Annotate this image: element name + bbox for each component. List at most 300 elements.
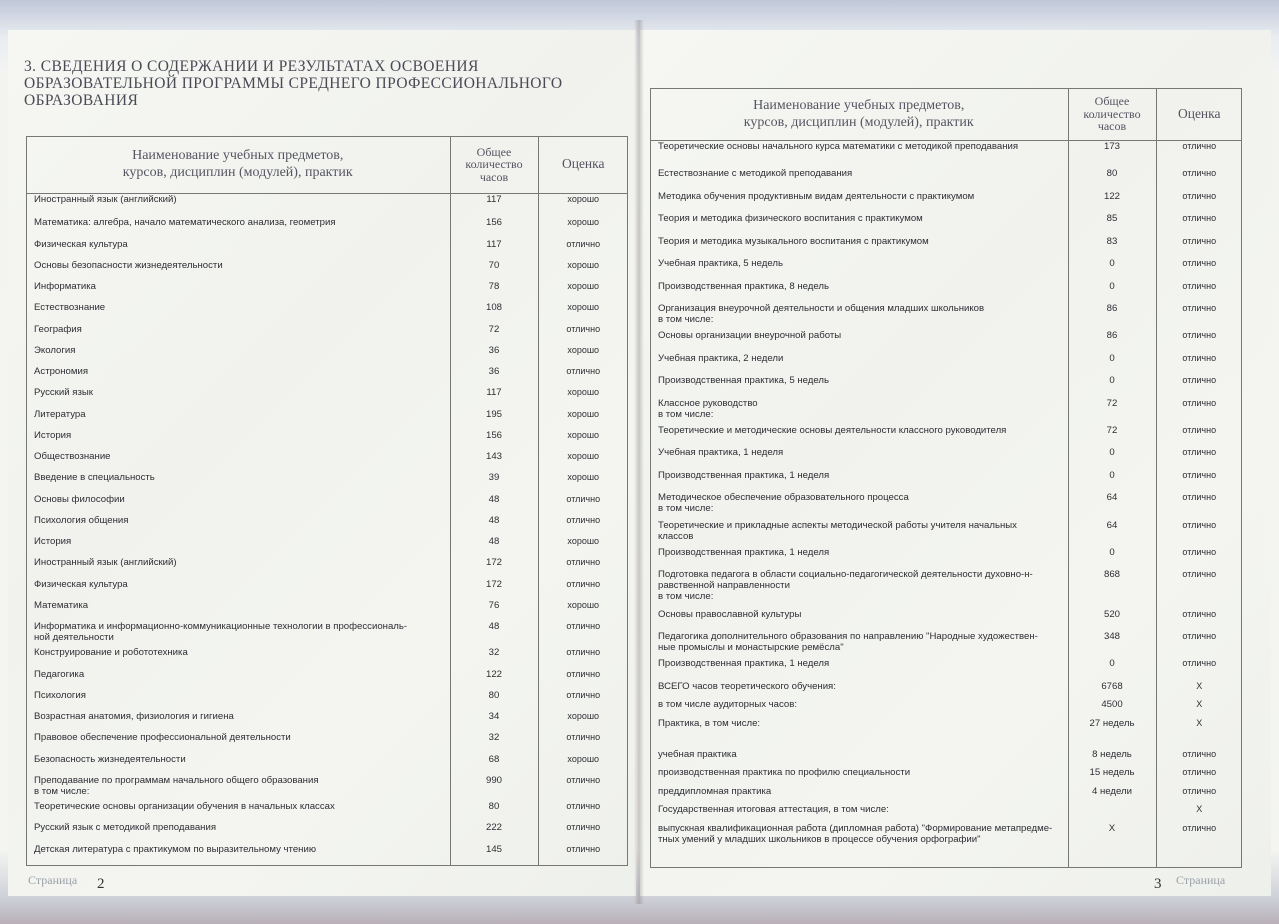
table-row [650,492,1242,519]
subject-name [650,699,1068,718]
hours-value: 173 [1068,140,1156,168]
hours-value: 36 [450,366,538,387]
subject-name-line: Физическая культура [34,238,128,250]
subject-name-line: Учебная практика, 1 неделя [658,447,784,459]
header-name: Наименование учебных предметов, курсов, дисциплин (модулей), практик [650,88,1068,140]
grade-value: отлично [566,578,601,589]
table-row [26,647,628,668]
grade-value: отлично [1182,280,1217,291]
subject-name [26,451,450,472]
subject-name [650,398,1068,425]
grade-value: отлично [1182,608,1217,619]
subject-name [26,557,450,578]
subject-name-line: Теория и методика музыкального воспитания с практикумом [658,235,929,247]
subject-name-line: Возрастная анатомия, физиология и гигиена [34,711,234,723]
grade-value: хорошо [567,753,600,764]
hours-value: 68 [450,754,538,775]
hours-value [1068,804,1156,823]
grade-value: хорошо [567,429,600,440]
subject-name [650,236,1068,258]
subject-name [26,801,450,822]
subject-name-line: преддипломная практика [658,785,772,797]
hours-value: 86 [1068,330,1156,352]
subject-name [650,258,1068,280]
subject-name-line: Введение в специальность [34,472,155,484]
subject-name [26,711,450,732]
table-row [650,470,1242,492]
hours-value: 36 [450,345,538,366]
subject-name [650,447,1068,469]
section-title: 3. СВЕДЕНИЯ О СОДЕРЖАНИИ И РЕЗУЛЬТАТАХ ОСВОЕНИЯ ОБРАЗОВАТЕЛЬНОЙ ПРОГРАММЫ СРЕДНЕГО ПРОФЕССИОНАЛЬНОГО ОБРАЗОВАНИЯ [24,58,563,109]
table-row [26,345,628,366]
table-row [26,600,628,621]
subject-name-line: выпускная квалификационная работа (дипломная работа) "Формирование метапредме- [658,823,1053,835]
table-row [650,718,1242,749]
subject-name-line: Производственная практика, 5 недель [658,375,829,387]
grade-value: отлично [1182,213,1217,224]
subject-name [26,600,450,621]
subject-name [26,430,450,451]
grade-value: хорошо [567,193,600,204]
subject-name-line: Информатика и информационно-коммуникационные технологии в профессиональ- [34,621,408,633]
subject-name-line: География [34,323,82,335]
hours-value: 0 [1068,281,1156,303]
subject-name-line: равственной направленности [658,580,790,592]
subject-name-line: Теоретические основы организации обучения в начальных классах [34,801,335,813]
table-row [26,260,628,281]
table-row [650,281,1242,303]
table-row [26,621,628,647]
table-row [26,801,628,822]
subject-name-line: Теоретические и прикладные аспекты методической работы учителя начальных [658,519,1017,531]
subject-name-line: Физическая культура [34,578,128,590]
header-grade: Оценка [1156,88,1242,140]
subject-name-line: в том числе: [658,591,714,603]
grade-value: хорошо [567,451,600,462]
hours-value: 64 [1068,520,1156,547]
table-row [26,366,628,387]
subject-name-line: Иностранный язык (английский) [34,557,177,569]
subject-name-line: Иностранный язык (английский) [34,193,177,205]
subject-name-line: Основы безопасности жизнедеятельности [34,259,223,271]
hours-value: 48 [450,494,538,515]
table-row [650,520,1242,547]
grade-value: отлично [566,843,601,854]
subject-name [26,387,450,408]
hours-value: 27 недель [1068,718,1156,749]
grade-value: отлично [566,732,601,743]
subject-name-line: Экология [34,344,76,356]
grade-value: отлично [1182,375,1217,386]
hours-value: 48 [450,621,538,647]
subject-name [26,775,450,801]
subject-name [26,324,450,345]
hours-value: Х [1068,823,1156,867]
grade-value: отлично [1182,748,1217,759]
grade-value: отлично [1182,767,1217,778]
subject-name [26,754,450,775]
hours-value: 0 [1068,375,1156,397]
grade-value: отлично [1182,519,1217,530]
subject-name-line: Обществознание [34,451,111,463]
hours-value: 348 [1068,631,1156,658]
subject-name [650,353,1068,375]
hours-value: 122 [450,669,538,690]
hours-value: 72 [1068,425,1156,447]
subject-name [650,786,1068,805]
grade-value: хорошо [567,217,600,228]
table-row [26,193,628,217]
grade-value: хорошо [567,408,600,419]
hours-value: 117 [450,239,538,260]
subject-name-line: Русский язык с методикой преподавания [34,822,217,834]
hours-value: 143 [450,451,538,472]
subject-name-line: в том числе аудиторных часов: [658,699,798,711]
subject-name [26,822,450,843]
header-hours: Общее количество часов [1068,88,1156,140]
subject-name-line: Педагогика [34,668,85,680]
hours-value: 4500 [1068,699,1156,718]
subject-name-line: в том числе: [658,408,714,420]
subject-name [26,732,450,753]
subject-name [26,281,450,302]
grade-value: хорошо [567,259,600,270]
hours-value: 520 [1068,609,1156,631]
subject-name [650,767,1068,786]
grade-value: отлично [1182,823,1217,834]
table-row [26,754,628,775]
subject-name-line: Педагогика дополнительного образования по направлению "Народные художествен- [658,631,1038,643]
subject-name [650,140,1068,168]
grade-value: Х [1196,804,1203,815]
hours-value: 868 [1068,569,1156,608]
subject-name [650,281,1068,303]
subject-name-line: Безопасность жизнедеятельности [34,753,186,765]
grade-value: хорошо [567,344,600,355]
grade-value: отлично [1182,447,1217,458]
table-row [26,409,628,430]
grade-value: отлично [566,366,601,377]
subject-name-line: учебная практика [658,748,737,760]
subject-name [650,191,1068,213]
table-row [26,217,628,238]
grade-value: отлично [566,557,601,568]
subject-name [650,804,1068,823]
book-fold [634,20,644,904]
subject-name [650,547,1068,569]
hours-value: 4 недели [1068,786,1156,805]
table-row [26,302,628,323]
subject-name [26,217,450,238]
grade-value: отлично [1182,330,1217,341]
grade-value: хорошо [567,281,600,292]
table-row [26,430,628,451]
hours-value: 122 [1068,191,1156,213]
table-row [650,631,1242,658]
grade-value: отлично [1182,397,1217,408]
table-row [650,804,1242,823]
subject-name [26,669,450,690]
table-row [26,515,628,536]
grade-value: Х [1196,680,1203,691]
subject-name [26,844,450,865]
subject-name-line: ВСЕГО часов теоретического обучения: [658,680,836,692]
grade-value: отлично [566,493,601,504]
grade-value: отлично [1182,352,1217,363]
subject-name-line: Психология общения [34,514,129,526]
hours-value: 0 [1068,353,1156,375]
subject-name [650,569,1068,608]
hours-value: 80 [450,801,538,822]
table-row [26,387,628,408]
hours-value: 80 [450,690,538,711]
subject-name-line: Производственная практика, 8 недель [658,280,829,292]
grade-value: хорошо [567,536,600,547]
subject-name-line: Основы философии [34,493,125,505]
subject-name-line: Подготовка педагога в области социально-педагогической деятельности духовно-н- [658,569,1033,581]
grade-value: отлично [566,238,601,249]
grade-value: хорошо [567,302,600,313]
subject-name-line: тных умений у младших школьников в процессе обучения орфографии" [658,834,981,846]
grade-value: отлично [1182,785,1217,796]
hours-value: 172 [450,579,538,600]
page-number-right: 3 [1154,876,1162,892]
hours-value: 32 [450,647,538,668]
grade-value: отлично [1182,140,1217,151]
grade-value: отлично [566,668,601,679]
grade-value: отлично [566,801,601,812]
hours-value: 48 [450,515,538,536]
table-row [26,557,628,578]
hours-value: 83 [1068,236,1156,258]
grade-value: отлично [1182,492,1217,503]
table-row [650,699,1242,718]
hours-value: 6768 [1068,681,1156,700]
subject-name [650,749,1068,768]
hours-value: 86 [1068,303,1156,330]
subject-name [26,494,450,515]
grade-value: отлично [566,647,601,658]
grade-value: отлично [1182,168,1217,179]
hours-value: 32 [450,732,538,753]
hours-value: 15 недель [1068,767,1156,786]
table-row [26,281,628,302]
subject-name [650,492,1068,519]
subject-name-line: Государственная итоговая аттестация, в том числе: [658,804,889,816]
hours-value: 156 [450,217,538,238]
subject-name-line: Учебная практика, 5 недель [658,258,783,270]
subject-name [26,302,450,323]
table-row [26,844,628,865]
subject-name-line: Производственная практика, 1 неделя [658,658,830,670]
hours-value: 117 [450,387,538,408]
page-label-left: Страница [28,873,78,887]
grade-value: отлично [566,621,601,632]
subject-name-line: Теория и методика физического воспитания с практикумом [658,213,923,225]
subject-name [26,366,450,387]
subject-name-line: Основы организации внеурочной работы [658,330,842,342]
table-row [26,690,628,711]
grade-value: Х [1196,699,1203,710]
table-row [26,732,628,753]
subject-name [650,168,1068,190]
hours-value: 70 [450,260,538,281]
subject-name [650,823,1068,867]
left-grades-table [26,136,628,865]
table-row [26,822,628,843]
hours-value: 222 [450,822,538,843]
hours-value: 0 [1068,447,1156,469]
subject-name [26,193,450,217]
grade-value: хорошо [567,711,600,722]
hours-value: 0 [1068,470,1156,492]
table-row [650,191,1242,213]
subject-name [650,631,1068,658]
grade-value: отлично [1182,258,1217,269]
table-row [650,236,1242,258]
subject-name-line: Практика, в том числе: [658,718,761,730]
subject-name [26,345,450,366]
subject-name-line: Математика: алгебра, начало математического анализа, геометрия [34,217,336,229]
subject-name [26,515,450,536]
subject-name-line: Методика обучения продуктивным видам деятельности с практикумом [658,190,975,202]
subject-name-line: Теоретические основы начального курса математики с методикой преподавания [658,140,1019,152]
hours-value: 8 недель [1068,749,1156,768]
subject-name-line: Основы православной культуры [658,608,802,620]
hours-value: 0 [1068,547,1156,569]
table-row [650,786,1242,805]
grade-value: отлично [566,514,601,525]
right-grades-table [650,88,1242,867]
subject-name-line: История [34,536,72,548]
page-label-right: Страница [1176,873,1226,887]
table-row [650,823,1242,867]
subject-name-line: классов [658,530,694,542]
grade-value: отлично [566,774,601,785]
grade-value: отлично [1182,302,1217,313]
hours-value: 990 [450,775,538,801]
hours-value: 0 [1068,658,1156,680]
subject-name-line: Правовое обеспечение профессиональной деятельности [34,732,291,744]
table-row [650,375,1242,397]
subject-name-line: ные промыслы и монастырские ремёсла" [658,642,844,654]
subject-name [26,260,450,281]
grade-value: отлично [1182,424,1217,435]
hours-value: 39 [450,472,538,493]
subject-name-line: Методическое обеспечение образовательного процесса [658,492,909,504]
subject-name-line: в том числе: [658,503,714,515]
subject-name-line: Классное руководство [658,397,758,409]
subject-name [650,213,1068,235]
table-row [650,398,1242,425]
table-row [26,775,628,801]
hours-value: 85 [1068,213,1156,235]
subject-name-line: Русский язык [34,387,93,399]
grade-value: отлично [1182,469,1217,480]
subject-name-line: История [34,429,72,441]
subject-name-line: в том числе: [34,785,90,797]
table-row [26,451,628,472]
table-row [650,258,1242,280]
table-row [650,658,1242,680]
table-row [26,472,628,493]
grade-value: отлично [1182,658,1217,669]
grade-value: отлично [1182,569,1217,580]
subject-name-line: Естествознание с методикой преподавания [658,168,853,180]
subject-name [650,609,1068,631]
subject-name-line: Психология [34,689,86,701]
subject-name-line: в том числе: [658,313,714,325]
subject-name [26,621,450,647]
table-row [650,749,1242,768]
hours-value: 108 [450,302,538,323]
subject-name [650,718,1068,749]
table-row [650,681,1242,700]
subject-name [650,470,1068,492]
grade-value: отлично [566,323,601,334]
subject-name [650,681,1068,700]
grade-value: хорошо [567,599,600,610]
table-row [650,447,1242,469]
table-row [26,324,628,345]
subject-name [650,520,1068,547]
subject-name [26,409,450,430]
hours-value: 34 [450,711,538,732]
subject-name-line: Производственная практика, 1 неделя [658,469,830,481]
subject-name-line: Астрономия [34,366,89,378]
subject-name-line: Конструирование и робототехника [34,647,188,659]
subject-name [26,690,450,711]
grade-value: Х [1196,718,1203,729]
hours-value: 145 [450,844,538,865]
hours-value: 195 [450,409,538,430]
subject-name-line: Учебная практика, 2 недели [658,352,784,364]
subject-name [26,647,450,668]
subject-name-line: Преподавание по программам начального общего образования [34,774,319,786]
hours-value: 76 [450,600,538,621]
table-row [650,609,1242,631]
subject-name [26,472,450,493]
table-row [26,536,628,557]
subject-name [26,239,450,260]
subject-name-line: производственная практика по профилю специальности [658,767,911,779]
grade-value: отлично [566,689,601,700]
table-row [26,239,628,260]
grade-value: отлично [1182,631,1217,642]
table-row [650,353,1242,375]
table-row [26,711,628,732]
subject-name-line: Детская литература с практикумом по выразительному чтению [34,843,317,855]
grade-value: хорошо [567,472,600,483]
subject-name-line: Литература [34,408,86,420]
subject-name [26,579,450,600]
table-row [650,213,1242,235]
grade-value: отлично [1182,546,1217,557]
table-row [26,669,628,690]
grade-value: хорошо [567,387,600,398]
subject-name-line: Естествознание [34,302,106,314]
hours-value: 64 [1068,492,1156,519]
grade-value: отлично [1182,235,1217,246]
table-row [650,767,1242,786]
hours-value: 48 [450,536,538,557]
table-row [650,547,1242,569]
table-row [650,303,1242,330]
page-number-left: 2 [97,876,105,892]
hours-value: 72 [450,324,538,345]
hours-value: 80 [1068,168,1156,190]
hours-value: 78 [450,281,538,302]
